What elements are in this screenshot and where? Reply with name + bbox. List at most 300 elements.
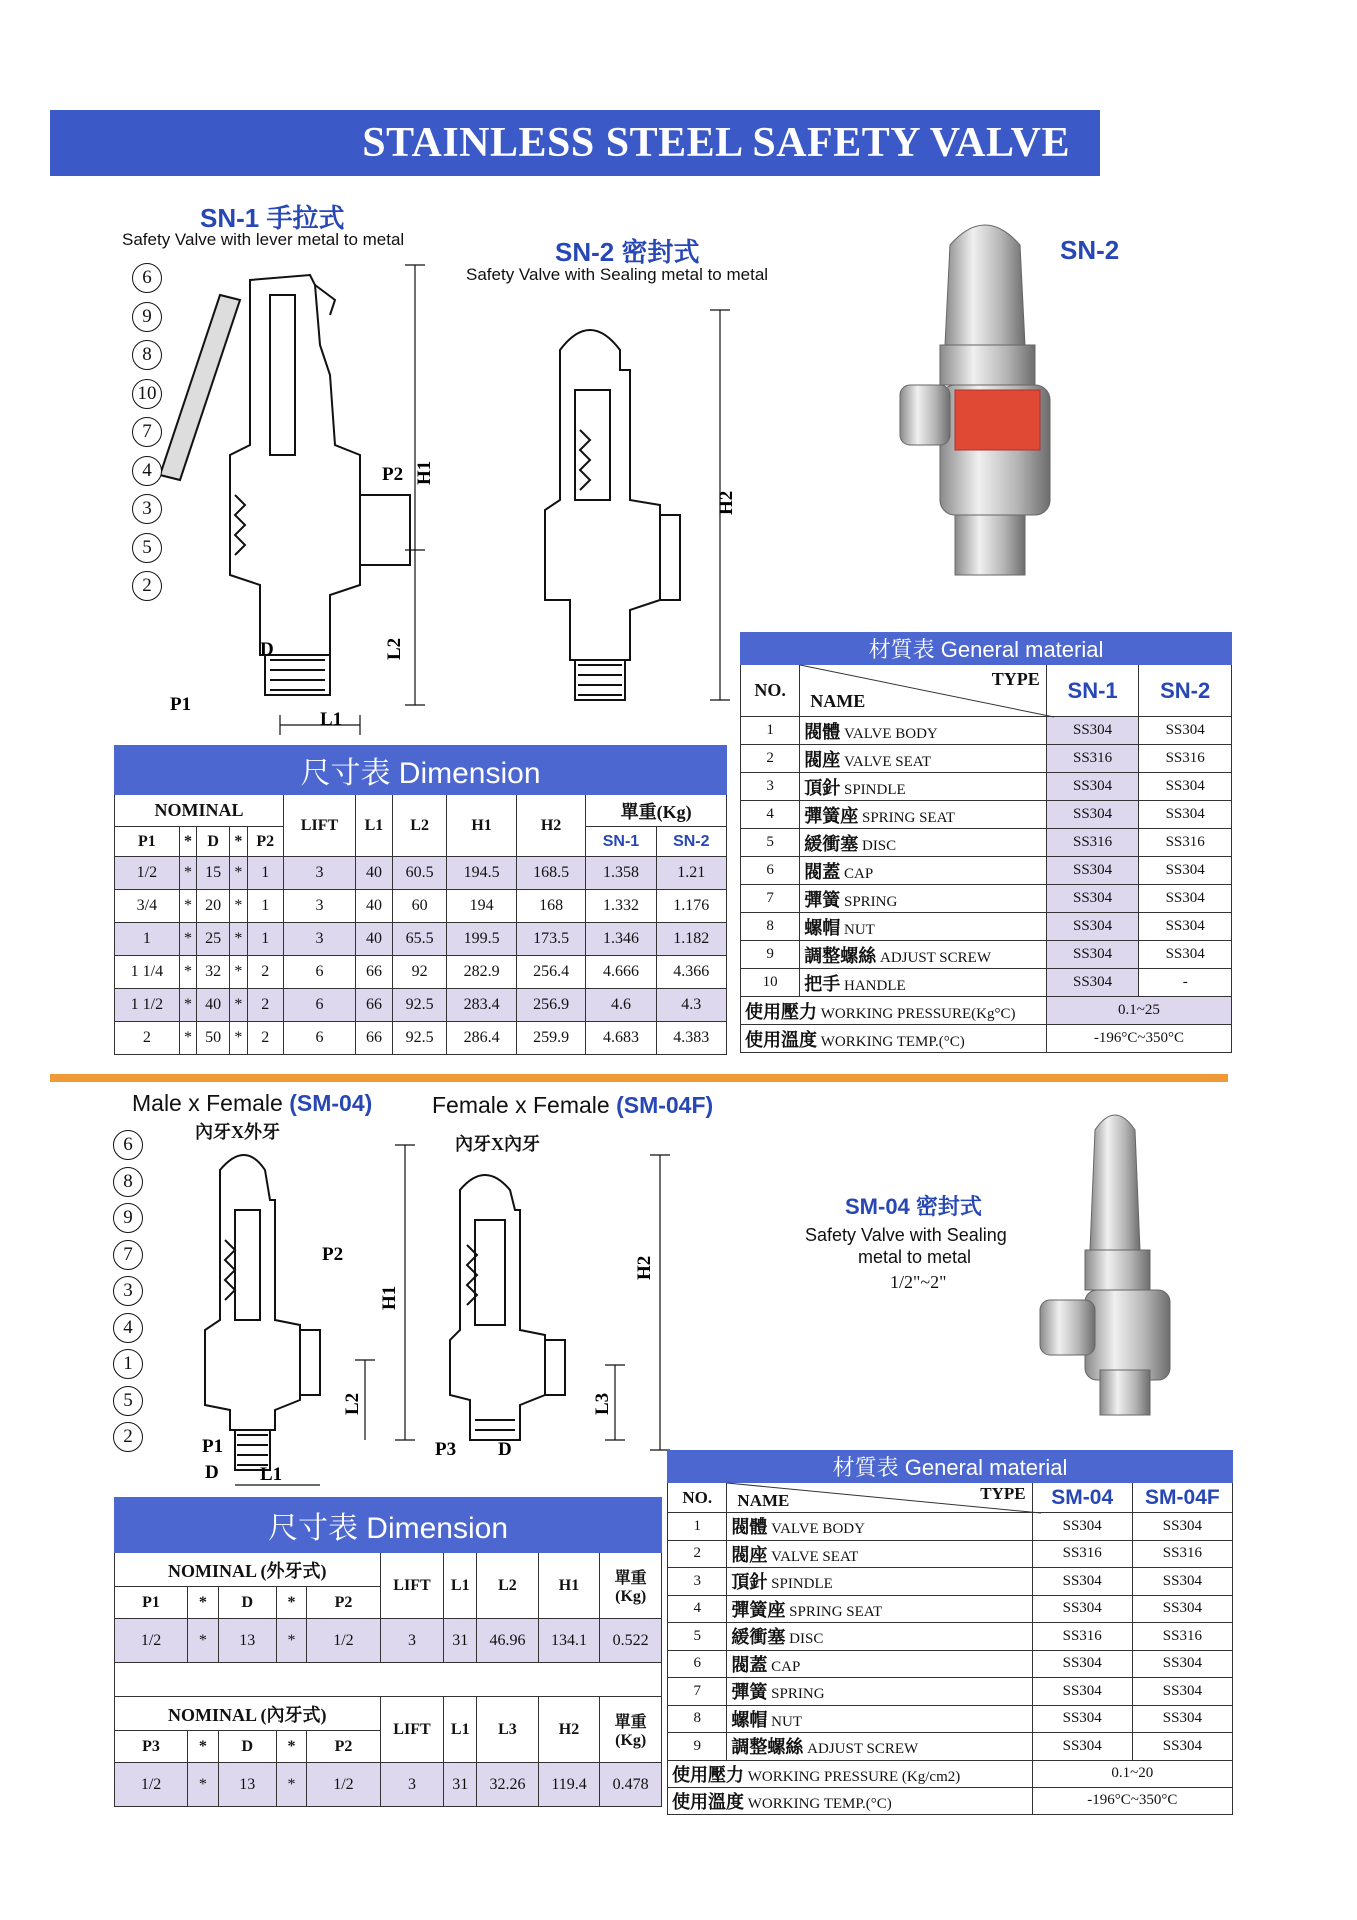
material-no: 9 bbox=[668, 1733, 727, 1761]
material-name: 閥座 VALVE SEAT bbox=[727, 1540, 1032, 1568]
callout-number: 8 bbox=[113, 1167, 143, 1197]
dimension-row bbox=[115, 989, 727, 1022]
material-row bbox=[668, 1733, 1233, 1761]
dimension-cell: 1/2 bbox=[307, 1763, 380, 1807]
material-row bbox=[668, 1705, 1233, 1733]
dimension-row bbox=[115, 923, 727, 956]
material-name: 彈簧座 SPRING SEAT bbox=[800, 801, 1047, 829]
dimension-cell: 3 bbox=[283, 890, 355, 923]
lift-header: LIFT bbox=[380, 1553, 444, 1619]
material-name: 頂針 SPINDLE bbox=[727, 1568, 1032, 1596]
sm04f-drawing bbox=[430, 1150, 670, 1470]
callout-number: 5 bbox=[113, 1386, 143, 1416]
sm04f-heading: Female x Female (SM-04F) bbox=[432, 1092, 714, 1118]
sn1-l2-label: L2 bbox=[384, 637, 405, 660]
sm04-photo bbox=[1040, 1100, 1180, 1420]
material-row bbox=[668, 1595, 1233, 1623]
material-no: 7 bbox=[668, 1678, 727, 1706]
sm04-photo-size: 1/2"~2" bbox=[890, 1272, 947, 1292]
material-row bbox=[741, 773, 1232, 801]
dimension-cell: 1/2 bbox=[115, 857, 180, 890]
sm04f-h2-label: H2 bbox=[634, 1255, 655, 1280]
dimension-table-sm-title: 尺寸表 Dimension bbox=[115, 1498, 662, 1553]
nominal-header: NOMINAL (內牙式) bbox=[115, 1697, 381, 1731]
h1-header: H1 bbox=[447, 795, 516, 857]
dimension-cell: 60.5 bbox=[392, 857, 446, 890]
dimension-cell: 40 bbox=[355, 857, 392, 890]
weight-header: 單重 (Kg) bbox=[600, 1553, 662, 1619]
material-type-b: SS316 bbox=[1139, 745, 1232, 773]
dimension-cell: 1.346 bbox=[586, 923, 656, 956]
dimension-cell: 65.5 bbox=[392, 923, 446, 956]
dimension-cell: 20 bbox=[197, 890, 230, 923]
lift-header: LIFT bbox=[283, 795, 355, 857]
material-no: 4 bbox=[668, 1595, 727, 1623]
sn2-heading: SN-2 密封式 bbox=[555, 237, 700, 267]
dimension-cell: 168 bbox=[516, 890, 585, 923]
material-row bbox=[741, 913, 1232, 941]
dimension-cell: 2 bbox=[247, 956, 283, 989]
sm04-l1-label: L1 bbox=[260, 1464, 283, 1485]
material-type-a: SS304 bbox=[1046, 913, 1139, 941]
weight-header: 單重 (Kg) bbox=[600, 1697, 662, 1763]
dimension-cell: 1.176 bbox=[656, 890, 726, 923]
dimension-cell: 119.4 bbox=[538, 1763, 600, 1807]
l-header: L3 bbox=[477, 1697, 539, 1763]
material-type-a: SS304 bbox=[1032, 1595, 1132, 1623]
dimension-cell: 283.4 bbox=[447, 989, 516, 1022]
material-row bbox=[741, 941, 1232, 969]
material-name: 螺帽 NUT bbox=[800, 913, 1047, 941]
sm04-photo-sub2: metal to metal bbox=[858, 1247, 972, 1267]
material-type-a: SS304 bbox=[1046, 885, 1139, 913]
dimension-cell: 3 bbox=[283, 923, 355, 956]
dimension-cell: 40 bbox=[355, 890, 392, 923]
sm04-l2-label: L2 bbox=[342, 1392, 363, 1415]
material-row bbox=[668, 1650, 1233, 1678]
page-title-banner bbox=[50, 110, 1100, 176]
material-row bbox=[741, 969, 1232, 997]
callout-number: 10 bbox=[132, 379, 162, 409]
material-type-a: SS304 bbox=[1046, 857, 1139, 885]
callout-number: 8 bbox=[132, 340, 162, 370]
material-row bbox=[741, 829, 1232, 857]
dimension-cell: 40 bbox=[197, 989, 230, 1022]
col-sm04f: SM-04F bbox=[1132, 1483, 1232, 1513]
p1-header: P1 bbox=[115, 827, 180, 857]
dimension-cell: * bbox=[276, 1619, 307, 1663]
material-type-b: - bbox=[1139, 969, 1232, 997]
material-no: 6 bbox=[741, 857, 800, 885]
material-type-a: SS304 bbox=[1046, 941, 1139, 969]
material-type-b: SS304 bbox=[1139, 773, 1232, 801]
material-name: 閥體 VALVE BODY bbox=[727, 1513, 1032, 1541]
dimension-cell: * bbox=[179, 890, 196, 923]
dimension-cell: 1/2 bbox=[115, 1763, 188, 1807]
dimension-cell: 40 bbox=[355, 923, 392, 956]
dimension-cell: * bbox=[230, 956, 247, 989]
dimension-cell: 15 bbox=[197, 857, 230, 890]
material-name: 緩衝塞 DISC bbox=[800, 829, 1047, 857]
dimension-cell: 66 bbox=[355, 956, 392, 989]
star-header: * bbox=[179, 827, 196, 857]
material-type-b: SS316 bbox=[1132, 1540, 1232, 1568]
sn2-drawing bbox=[520, 300, 740, 720]
material-type-b: SS304 bbox=[1132, 1650, 1232, 1678]
dimension-cell: 92.5 bbox=[392, 1022, 446, 1055]
dimension-cell: 2 bbox=[247, 1022, 283, 1055]
h-header: H1 bbox=[538, 1553, 600, 1619]
dimension-cell: * bbox=[230, 989, 247, 1022]
material-name: 緩衝塞 DISC bbox=[727, 1623, 1032, 1651]
material-table-sm bbox=[667, 1450, 1233, 1815]
dimension-cell: 4.666 bbox=[586, 956, 656, 989]
col-name: NAME bbox=[737, 1491, 790, 1510]
dimension-cell: 4.383 bbox=[656, 1022, 726, 1055]
material-type-a: SS304 bbox=[1032, 1733, 1132, 1761]
dimension-cell: * bbox=[179, 956, 196, 989]
dimension-cell: 1 bbox=[115, 923, 180, 956]
callout-number: 7 bbox=[113, 1240, 143, 1270]
material-type-b: SS304 bbox=[1139, 717, 1232, 745]
dimension-cell: 2 bbox=[247, 989, 283, 1022]
sn1-drawing bbox=[120, 255, 460, 735]
dimension-cell: 31 bbox=[444, 1619, 477, 1663]
dimension-cell: 46.96 bbox=[477, 1619, 539, 1663]
sn1-p1-label: P1 bbox=[170, 694, 192, 715]
material-row bbox=[668, 1678, 1233, 1706]
dimension-cell: 3 bbox=[380, 1763, 444, 1807]
material-no: 3 bbox=[668, 1568, 727, 1596]
dimension-cell: * bbox=[179, 989, 196, 1022]
col-sm04: SM-04 bbox=[1032, 1483, 1132, 1513]
material-name: 閥蓋 CAP bbox=[727, 1650, 1032, 1678]
working-temp-value: -196°C~350°C bbox=[1046, 1025, 1231, 1053]
callout-number: 2 bbox=[113, 1422, 143, 1452]
material-type-a: SS316 bbox=[1032, 1623, 1132, 1651]
material-type-a: SS316 bbox=[1032, 1540, 1132, 1568]
sn2-h2-label: H2 bbox=[716, 490, 737, 515]
material-type-a: SS304 bbox=[1032, 1568, 1132, 1596]
dimension-cell: 1 1/4 bbox=[115, 956, 180, 989]
nominal-subheader: P2 bbox=[307, 1587, 380, 1619]
dimension-cell: 194 bbox=[447, 890, 516, 923]
material-no: 9 bbox=[741, 941, 800, 969]
material-no: 2 bbox=[741, 745, 800, 773]
l1-header: L1 bbox=[444, 1697, 477, 1763]
dimension-cell: 173.5 bbox=[516, 923, 585, 956]
dimension-cell: 256.9 bbox=[516, 989, 585, 1022]
l1-header: L1 bbox=[355, 795, 392, 857]
weight-header: 單重(Kg) bbox=[586, 795, 727, 827]
dimension-cell: 4.3 bbox=[656, 989, 726, 1022]
nominal-subheader: D bbox=[218, 1731, 276, 1763]
material-type-a: SS304 bbox=[1032, 1513, 1132, 1541]
sm04f-d-label: D bbox=[498, 1439, 512, 1460]
dimension-cell: 2 bbox=[115, 1022, 180, 1055]
sm04-photo-sub1: Safety Valve with Sealing bbox=[805, 1225, 1007, 1245]
working-pressure-label: 使用壓力 WORKING PRESSURE(Kg°C) bbox=[741, 997, 1047, 1025]
dimension-cell: 13 bbox=[218, 1619, 276, 1663]
nominal-subheader: P3 bbox=[115, 1731, 188, 1763]
nominal-subheader: * bbox=[188, 1587, 219, 1619]
nominal-header: NOMINAL bbox=[115, 795, 284, 827]
material-type-b: SS304 bbox=[1132, 1568, 1232, 1596]
dimension-cell: 6 bbox=[283, 1022, 355, 1055]
material-row bbox=[668, 1568, 1233, 1596]
dimension-cell: * bbox=[230, 1022, 247, 1055]
material-no: 1 bbox=[668, 1513, 727, 1541]
callout-number: 4 bbox=[132, 456, 162, 486]
sm04-zh-label: 內牙X外牙 bbox=[195, 1122, 280, 1142]
material-no: 8 bbox=[668, 1705, 727, 1733]
callout-number: 2 bbox=[132, 571, 162, 601]
dimension-cell: 4.366 bbox=[656, 956, 726, 989]
d-header: D bbox=[197, 827, 230, 857]
dimension-cell: 256.4 bbox=[516, 956, 585, 989]
dimension-cell: 32.26 bbox=[477, 1763, 539, 1807]
material-no: 4 bbox=[741, 801, 800, 829]
col-sn2: SN-2 bbox=[1139, 665, 1232, 717]
dimension-cell: 259.9 bbox=[516, 1022, 585, 1055]
material-type-b: SS304 bbox=[1139, 885, 1232, 913]
callout-number: 3 bbox=[113, 1276, 143, 1306]
h-header: H2 bbox=[538, 1697, 600, 1763]
dimension-cell: 3 bbox=[380, 1619, 444, 1663]
material-type-b: SS304 bbox=[1139, 941, 1232, 969]
material-type-a: SS304 bbox=[1046, 801, 1139, 829]
col-no: NO. bbox=[668, 1483, 727, 1513]
dimension-cell: * bbox=[188, 1763, 219, 1807]
page-title: STAINLESS STEEL SAFETY VALVE bbox=[362, 120, 1070, 166]
dimension-cell: 1.21 bbox=[656, 857, 726, 890]
material-table-sn bbox=[740, 632, 1232, 1053]
material-type-b: SS304 bbox=[1139, 801, 1232, 829]
dimension-cell: 1 bbox=[247, 923, 283, 956]
material-name: 閥蓋 CAP bbox=[800, 857, 1047, 885]
material-type-b: SS304 bbox=[1132, 1733, 1232, 1761]
material-row bbox=[741, 885, 1232, 913]
dimension-row bbox=[115, 956, 727, 989]
material-row bbox=[741, 717, 1232, 745]
material-type-a: SS304 bbox=[1046, 717, 1139, 745]
material-name: 彈簧座 SPRING SEAT bbox=[727, 1595, 1032, 1623]
material-type-a: SS304 bbox=[1046, 773, 1139, 801]
material-row bbox=[741, 745, 1232, 773]
callout-number: 6 bbox=[132, 263, 162, 293]
col-type: TYPE bbox=[980, 1484, 1026, 1503]
spacer-row bbox=[115, 1663, 662, 1697]
callout-number: 6 bbox=[113, 1130, 143, 1160]
callout-number: 1 bbox=[113, 1349, 143, 1379]
nominal-subheader: * bbox=[276, 1587, 307, 1619]
dimension-cell: 168.5 bbox=[516, 857, 585, 890]
dimension-cell: 1.332 bbox=[586, 890, 656, 923]
dimension-cell: 1 bbox=[247, 890, 283, 923]
material-type-b: SS304 bbox=[1132, 1705, 1232, 1733]
callout-number: 4 bbox=[113, 1313, 143, 1343]
material-type-a: SS316 bbox=[1046, 745, 1139, 773]
sn1-weight-header: SN-1 bbox=[586, 827, 656, 857]
material-no: 5 bbox=[741, 829, 800, 857]
sm04f-zh-label: 內牙X內牙 bbox=[455, 1134, 540, 1154]
callout-number: 7 bbox=[132, 417, 162, 447]
sm04f-l3-label: L3 bbox=[592, 1392, 613, 1415]
working-pressure-value: 0.1~25 bbox=[1046, 997, 1231, 1025]
material-name: 彈簧 SPRING bbox=[727, 1678, 1032, 1706]
sn2-photo-label: SN-2 bbox=[1060, 235, 1120, 265]
col-type: TYPE bbox=[991, 669, 1040, 689]
material-type-a: SS304 bbox=[1032, 1678, 1132, 1706]
dimension-cell: * bbox=[230, 923, 247, 956]
nominal-header: NOMINAL (外牙式) bbox=[115, 1553, 381, 1587]
dimension-cell: 1 bbox=[247, 857, 283, 890]
dimension-cell: 31 bbox=[444, 1763, 477, 1807]
material-type-a: SS304 bbox=[1032, 1705, 1132, 1733]
l-header: L2 bbox=[477, 1553, 539, 1619]
nominal-subheader: P1 bbox=[115, 1587, 188, 1619]
material-name: 螺帽 NUT bbox=[727, 1705, 1032, 1733]
dimension-row bbox=[115, 857, 727, 890]
dimension-cell: 134.1 bbox=[538, 1619, 600, 1663]
material-no: 6 bbox=[668, 1650, 727, 1678]
l2-header: L2 bbox=[392, 795, 446, 857]
dimension-cell: 66 bbox=[355, 989, 392, 1022]
material-no: 10 bbox=[741, 969, 800, 997]
dimension-cell: 60 bbox=[392, 890, 446, 923]
material-name: 閥座 VALVE SEAT bbox=[800, 745, 1047, 773]
dimension-cell: 194.5 bbox=[447, 857, 516, 890]
dimension-cell: 4.6 bbox=[586, 989, 656, 1022]
col-sn1: SN-1 bbox=[1046, 665, 1139, 717]
working-pressure-value: 0.1~20 bbox=[1032, 1760, 1232, 1787]
lift-header: LIFT bbox=[380, 1697, 444, 1763]
dimension-table-sm bbox=[114, 1497, 662, 1807]
col-type-name bbox=[727, 1483, 1032, 1513]
col-type-name bbox=[800, 665, 1047, 717]
dimension-cell: 3/4 bbox=[115, 890, 180, 923]
dimension-cell: 1.358 bbox=[586, 857, 656, 890]
material-name: 頂針 SPINDLE bbox=[800, 773, 1047, 801]
dimension-cell: 92.5 bbox=[392, 989, 446, 1022]
sm04-d-label: D bbox=[205, 1462, 219, 1483]
dimension-cell: 92 bbox=[392, 956, 446, 989]
material-row bbox=[668, 1540, 1233, 1568]
material-name: 把手 HANDLE bbox=[800, 969, 1047, 997]
material-no: 8 bbox=[741, 913, 800, 941]
nominal-subheader: P2 bbox=[307, 1731, 380, 1763]
nominal-subheader: * bbox=[276, 1731, 307, 1763]
dimension-row bbox=[115, 1763, 662, 1807]
material-type-a: SS304 bbox=[1032, 1650, 1132, 1678]
col-no: NO. bbox=[741, 665, 800, 717]
h2-header: H2 bbox=[516, 795, 585, 857]
dimension-cell: 1.182 bbox=[656, 923, 726, 956]
material-row bbox=[741, 857, 1232, 885]
material-type-b: SS304 bbox=[1132, 1595, 1232, 1623]
sn1-d-label: D bbox=[260, 639, 274, 660]
dimension-cell: * bbox=[179, 1022, 196, 1055]
dimension-cell: * bbox=[276, 1763, 307, 1807]
dimension-cell: 0.478 bbox=[600, 1763, 662, 1807]
dimension-cell: * bbox=[179, 923, 196, 956]
dimension-cell: 66 bbox=[355, 1022, 392, 1055]
material-type-b: SS304 bbox=[1132, 1513, 1232, 1541]
material-no: 1 bbox=[741, 717, 800, 745]
dimension-row bbox=[115, 890, 727, 923]
dimension-cell: 25 bbox=[197, 923, 230, 956]
sn2-photo bbox=[900, 205, 1070, 585]
sn1-l1-label: L1 bbox=[320, 709, 343, 730]
callout-number: 9 bbox=[113, 1203, 143, 1233]
dimension-cell: 13 bbox=[218, 1763, 276, 1807]
dimension-cell: 6 bbox=[283, 956, 355, 989]
dimension-table-sn bbox=[114, 745, 727, 1055]
dimension-cell: 1 1/2 bbox=[115, 989, 180, 1022]
working-temp-label: 使用溫度 WORKING TEMP.(°C) bbox=[668, 1787, 1033, 1814]
p2-header: P2 bbox=[247, 827, 283, 857]
material-row bbox=[668, 1623, 1233, 1651]
material-row bbox=[741, 801, 1232, 829]
sn1-subtitle: Safety Valve with lever metal to metal bbox=[122, 230, 405, 249]
sn2-subtitle: Safety Valve with Sealing metal to metal bbox=[466, 265, 769, 284]
working-pressure-label: 使用壓力 WORKING PRESSURE (Kg/cm2) bbox=[668, 1760, 1033, 1787]
material-type-a: SS316 bbox=[1046, 829, 1139, 857]
l1-header: L1 bbox=[444, 1553, 477, 1619]
dimension-cell: 1/2 bbox=[307, 1619, 380, 1663]
sm04-heading: Male x Female (SM-04) bbox=[132, 1090, 373, 1116]
dimension-table-title: 尺寸表 Dimension bbox=[115, 746, 727, 795]
nominal-subheader: D bbox=[218, 1587, 276, 1619]
material-name: 彈簧 SPRING bbox=[800, 885, 1047, 913]
material-name: 調整螺絲 ADJUST SCREW bbox=[727, 1733, 1032, 1761]
sn1-heading: SN-1 手拉式 bbox=[200, 203, 345, 233]
sm04-p1-label: P1 bbox=[202, 1436, 224, 1457]
dimension-cell: * bbox=[230, 890, 247, 923]
sm04-drawing bbox=[140, 1140, 430, 1490]
dimension-cell: 282.9 bbox=[447, 956, 516, 989]
material-table-sm-title: 材質表 General material bbox=[668, 1451, 1233, 1483]
working-temp-value: -196°C~350°C bbox=[1032, 1787, 1232, 1814]
dimension-cell: 6 bbox=[283, 989, 355, 1022]
working-temp-label: 使用溫度 WORKING TEMP.(°C) bbox=[741, 1025, 1047, 1053]
dimension-cell: * bbox=[179, 857, 196, 890]
dimension-cell: * bbox=[230, 857, 247, 890]
sm04f-p3-label: P3 bbox=[435, 1439, 457, 1460]
callout-number: 5 bbox=[132, 533, 162, 563]
dimension-cell: 286.4 bbox=[447, 1022, 516, 1055]
material-no: 5 bbox=[668, 1623, 727, 1651]
material-no: 3 bbox=[741, 773, 800, 801]
material-no: 2 bbox=[668, 1540, 727, 1568]
material-row bbox=[668, 1513, 1233, 1541]
dimension-row bbox=[115, 1619, 662, 1663]
callout-number: 3 bbox=[132, 494, 162, 524]
dimension-cell: 50 bbox=[197, 1022, 230, 1055]
sm04-h1-label: H1 bbox=[379, 1285, 400, 1310]
dimension-cell: 4.683 bbox=[586, 1022, 656, 1055]
nominal-subheader: * bbox=[188, 1731, 219, 1763]
material-type-b: SS304 bbox=[1139, 857, 1232, 885]
material-table-title: 材質表 General material bbox=[741, 633, 1232, 665]
star-header: * bbox=[230, 827, 247, 857]
sn1-h1-label: H1 bbox=[414, 460, 435, 485]
material-no: 7 bbox=[741, 885, 800, 913]
section-divider bbox=[50, 1074, 1228, 1082]
col-name: NAME bbox=[810, 691, 866, 711]
dimension-cell: 32 bbox=[197, 956, 230, 989]
material-type-b: SS316 bbox=[1132, 1623, 1232, 1651]
